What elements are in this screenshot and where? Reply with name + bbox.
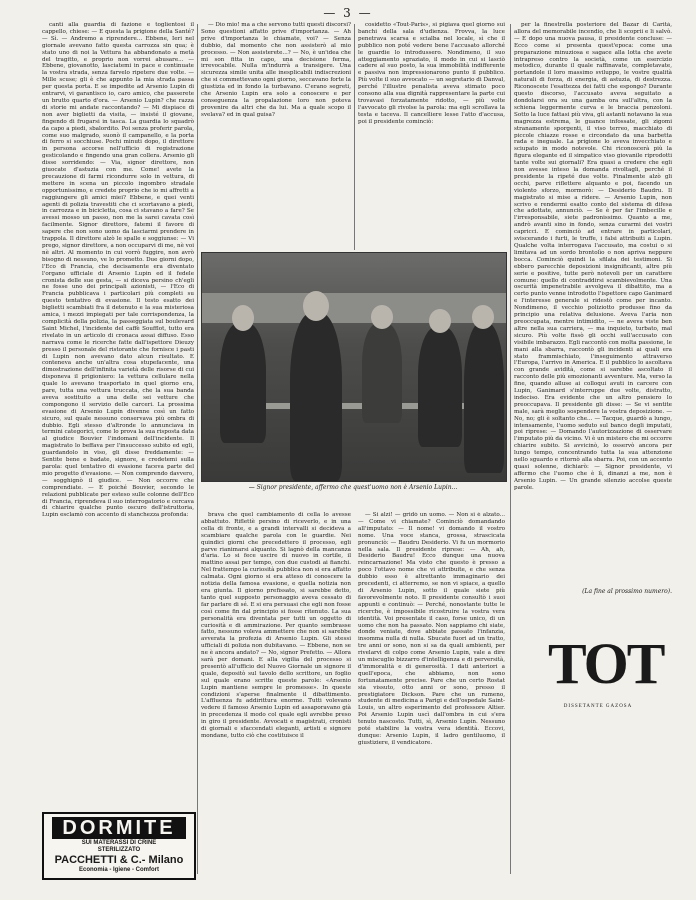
photo-figure xyxy=(464,323,504,473)
dormite-advertisement xyxy=(42,812,196,880)
photo-figure-head xyxy=(371,305,393,329)
photo-figure-head xyxy=(232,305,254,331)
article-text: canti alla guardia di fazione e toglientosi il cappello, chiese: — E questa la prigione della Santé? — Sì. — Andremo a riprendere... Ebbene, Ieri nel giornale avevano fatto questa carrozza sin qua; è stato uno di noi la Vettura ha abbandonato a metà del tragitto, e proprio non vorrei abusare... — Ebbene, giovanotto, lasciatemi in pace e continuate la vostra strada, senza farvelo ripetere due volte. — Mille scuse; gli è che appunto la mia strada passa per questa porta. E se impedite ad Arsenio Lupin di entrarvi, vi garantisco io, caro amico, che passerete un brutto quarto d'ora. — Arsenio Lupin? che razza di storie mi andate raccontando? — Mi dispiace di non aver biglietti da visita, — insisté il giovane, fingendo di frugarsi in tasca. La guardia lo squadrò da capo a piedi, sbalordito. Poi senza proferir parola, come suo malgrado, suonò il campanello, e la porta di ferro si socchiuse. Pochi minuti dopo, il direttore in persona accorse nell'ufficio di registrazione gesticolando e fingendo una gran collera. Arsenio gli disse sorridendo: — Via, signor direttore, non giuocate d'astuzia con me. Come! avete la precauzione di farmi ricondurre solo in vettura, di mettere in scena un piccolo ingombro stradale opportunissimo, e credete proprio che io mi affretti a raggiungere gli amici miei? Ebbene, e quei venti agenti di polizia travestiti che ci scortavano a piedi, in carrozza e in bicicletta, cosa ci stavano a fare? Se avessi mosso un passo, non me la sarei cavata così facilmente. Signor direttore, fatemi il favore di sapere che non sono uomo da lasciarmi prendere in trappola. Il direttore alzò le spalle e soggiunse: — Vi prego, signor direttore, a non occuparvi di me, nè voi nè altri. Al momento in cui vorrò fuggire, non avrò bisogno di nessuno, ve lo prometto. Due giorni dopo, l'Eco di Francia, che decisamente era diventato l'organo ufficiale di Arsenio Lupin ed il fedele cronista delle sue gesta, — si diceva persino ch'egli ne fosse uno dei principali azionisti, — l'Eco di Francia pubblicava i particolari più completi su questo tentativo di evasione. Il testo esatto dei biglietti scambiati fra il detenuto e la sua misteriosa amica, i mezzi impiegati per tale corrispondenza, la complicità della polizia, la passeggiata sul boulevard Saint Michel, l'incidente del caffè Soufflot, tutto era rivelato in un articolo di cronaca assai diffuso. Esso narrava come le ricerche fatte dall'ispettore Dieuzy presso il personale del ristorante che fornisce i pasti di Lupin non avevano dato alcun risultato. E conteneva anche un'altra cosa stupefacente, una dimostrazione dell'infinita varietà delle risorse di cui disponeva il prigioniero: la vettura cellulare nella quale lo avevano trasportato in quel giorno era, pare, tutta una vettura truccata, che la sua banda aveva sostituito a una delle sei vetture che compongono il servizio delle carceri. La prossima evasione di Arsenio Lupin divenne così un fatto sicuro, sul quale nessuno conservava più ombra di dubbio. Egli stesso d'altronde lo annunciava in termini categorici, come lo prova la sua risposta data al giudice Bouvier l'indomani dell'incidente. Il magistrato lo beffava per l'insuccesso subito ed egli, guardandolo in viso, gli disse freddamente: — Sentite bene e badate, signore, e credetemi sulla parola: quel tentativo di evasione faceva parte del mio progetto d'evasione. — Non comprendo davvero, — sogghignò il giudice. — Non occorre che comprendiate. — E poiché Bouvier, secondo le relazioni pubblicate per esteso sulle colonne dell'Eco di Francia, riprendeva il suo interrogatorio e cercava di chiarire qualche punto oscuro dell'istruttoria, Lupin esclamò con accento di stanchezza profonda: xyxy=(42,22,194,519)
article-text: cosidetto «Tout-Paris», si pigiava quel giorno sui banchi della sala d'udienza. Frovva, la luce penetrava scarsa e scialba nel locale, sì che il pubblico non poté vedere bene l'accusato allorché le guardie lo introdussero. Nondimeno, il suo atteggiamento sgraziato, il modo in cui si lasciò cadere al suo posto, la sua immobilità indifferente e passiva non impressionarono punto il pubblico. Più volte il suo avvocato — un segretario di Danval, perché l'illustre penalista aveva stimato poco consono alla sua dignità rappresentare la parte cui trovavasi forzatamente ridotto, — più volte l'avvocato gli rivolse la parola: ma egli scrollava la testa e taceva. Il cancelliere lesse l'atto d'accusa, poi il presidente cominciò: xyxy=(358,22,505,125)
ad-line: STERILIZZATO xyxy=(97,847,141,853)
article-column-3-lower xyxy=(358,512,505,890)
article-column-4 xyxy=(514,22,672,602)
article-column-1 xyxy=(42,22,194,807)
column-rule xyxy=(197,24,198,874)
ad-title: DORMITE xyxy=(52,817,186,839)
article-column-2-lower xyxy=(201,512,351,890)
article-text: brava che quel cambiamento di cella lo avesse abbattuto. Riflettè persino di riceverlo, e in una cella di fronte, e a grandi intervalli si decideva a scambiare qualche parola con le guardie. Nei quindici giorni che precedettero il processo, egli parve rianimarsi alquanto. Si lagnò della mancanza d'aria. Lo si fece uscire di nuovo in cortile, il mattino assai per tempo, con due custodi ai fianchi. Nel frattempo la curiosità pubblica non si era affatto calmata. Ogni giorno si era atteso di conoscere la notizia della famosa evasione, e quella notizia non era giunta. Il giorno prefissato, si sarebbe detto, tanto quel supposto personaggio aveva cessato di far parlare di sé. E si era persuasi che egli non fosse così come fin dal principio si fosse ritenuto. La sua personalità era diventata per tutti un oggetto di curiosità e di ammirazione. Per quanto sembrasse fatto, nessuno voleva ammettere che non si sarebbe avverata la profezia di Arsenio Lupin. Gli stessi ufficiali di polizia non dubitavano. — Ebbene, non se ne è ancora andato? — No, signor Prefetto. — Allora sarà per domani. E alla vigilia del processo si presentò all'ufficio del Nuovo Giornale un signore il quale, depositò sul tavolo dello scrittore, un foglio sul quale erano scritte queste parole: «Arsenio Lupin mantiene sempre le promesse». In queste condizioni s'aperse finalmente il dibattimento. L'affluenza fu addirittura enorme. Tutti volevano vedere il famoso Arsenio Lupin ed assaporavano già in precedenza il modo col quale egli avrebbe preso in giro il presidente. Avvocati e magistrati, cronisti di giornali e sfaccendati eleganti, artisti e signore mondane, tutto ciò che costituisce il xyxy=(201,512,351,739)
tot-advertisement xyxy=(548,624,664,734)
photo-figure xyxy=(290,313,342,481)
ad-line: SUI MATERASSI DI CRINE xyxy=(81,840,157,846)
photo-caption: — Signor presidente, affermo che quest'uomo non è Arsenio Lupin... xyxy=(248,484,458,491)
photo-figure-head xyxy=(429,309,451,333)
article-column-2 xyxy=(201,22,351,247)
column-rule xyxy=(354,24,355,250)
tot-subtitle: DISSETANTE GAZOSA xyxy=(563,704,633,709)
tot-logo: TOT xyxy=(548,631,664,696)
article-text: — Dio mio! ma a che servono tutti questi discorsi? Sono questioni affatto prive d'importanza. — Ah prive d'importanza le chiamate, voi? — Senza dubbio, dal momento che non assisterò al mio processo. — Non assisterete...? — No, è un'idea che mi son fitta in capo, una decisione ferma, irrevocabile. Nulla m'indurrà a transigere. Una sicurezza simile unita alle inesplicabili indiscrezioni che si commettevano ogni giorno, seccavano forte la giustizia ed in fondo la turbavano. C'erano segreti, che Arsenio Lupin era solo a conoscere e per conseguenza la propalazione loro non poteva provenire da altri che da lui. Ma a quale scopo il svelava? ed in qual guisa? xyxy=(201,22,351,118)
courtroom-photo xyxy=(201,252,507,482)
photo-figure xyxy=(220,323,266,443)
column-rule xyxy=(510,24,511,874)
article-text: — Si alzi! — gridò un uomo. — Non si è alzato... — Come vi chiamate? Cominciò domandando all'imputato: — Il nome! vi domando il vostro nome. Una voce stanca, grossa, strascicata pronunciò: — Baudru Desiderio. Vi fu un mormorio nella sala. Il presidente riprese: — Ah, ah, Desiderio Baudru! Ecco dunque una nuova reincarnazione! Ma visto che questo è presso a poco l'ottavo nome che vi attribuite, e che senza dubbio esso è altrettanto immaginario dei precedenti, ci atterremo, se non vi spiace, a quello di Arsenio Lupin, sotto il quale siete più favorevolmente noto. Il presidente consultò i suoi appunti e continuò: — Perché, nonostante tutte le ricerche, è impossibile ricostruire la vostra vera identità. Voi presentate il caso, forse unico, di un uomo che non ha passato. Non sappiamo chi siate, donde veniate, dove abbiate passato l'infanzia, insomma nulla di nulla. Sbucate fuori ad un tratto, tre anni or sono, non si sa da quali ambienti, per rivelarvi di colpo come Arsenio Lupin, vale a dire un miscuglio bizzarro d'intelligenza e di perversità, d'immoralità e di generosità. I dati anteriori a quell'epoca, che abbiamo, non sono fortunatamente precise. Pare che un certo Rostat sia vissuto, otto anni or sono, presso il prestigiatore Dickson. Pare che un rumeno, studente di medicina a Parigi e dell'ospedale Saint-Louis, un altro esperimento del professore Altier. Poi Arsenio Lupin uscì dall'ombra in cui s'era tenuto nascosto. Tutti, sì, Arsenio Lupin. Nessuno poté stabilire la vostra vera identità. Eccovi, dunque: Arsenio Lupin, il ladro gentiluomo, il giustiziere, il vendicatore. xyxy=(358,512,505,746)
article-text: per la finestrella posteriore del Bazar di Carità, allora del memorabile incendio, che li scoprii e li salvò. — E dopo una nuova pausa, il presidente concluse: — Ecco come si presenta quest'epoca: come una preparazione minuziosa e sagace alla lotta che avete intrapreso contro la società, come un esercizio metodico, durante il quale raffinavate, completavate, portandole il loro massimo sviluppo, le vostre qualità naturali di forza, di energia, di astuzia, di destrezza. Riconoscete l'esattezza dei fatti che espongo? Durante questo discorso, l'accusato aveva seguitato a dondolarsi ora su una gamba ora sull'altra, con la schiena leggermente curva e le braccia penzoloni. Sotto la luce fattasi più viva, gli astanti notavano la sua magrezza estrema, le guance infossate, gli zigomi stranamente sporgenti, il viso terreo, macchiato di piccole chiazze rosse e circondato da una barbetta rada e ineguale. La prigione lo aveva invecchiato e sciupato in modo notevole. Chi riconoscerà più la figura elegante ed il simpatico viso giovanile riprodotti tante volte sui giornali? Era quasi a credere che egli non avesse inteso la domanda rivoltagli, perché il presidente la ripeté due volte. Finalmente alzò gli occhi, parve riflettere alquanto e poi, facendo un violento sforzo, mormorò: — Desiderio Baudru. Il magistrato si mise a ridere. — Arsenio Lupin, non scrivo e rendermi esatto conto del sistema di difesa che adottate, annunciò. — Se è per far l'imbecille e l'irresponsabile, siete padronissimo. Quanto a me, andrò avanti sino in fondo, senza curarmi dei vostri capricci. E cominciò ad entrare in particolari, sviscerando i furti, le truffe, i falsi attribuiti a Lupin. Qualche volta interrogava l'accusato, ma costui o si limitava ad un sordo brontolìo o non apriva neppure bocca. Cominciò quindi la sfilata dei testimoni. Si ebbero parecchie deposizioni insignificanti, altre più serie e positive, tutte però notevoli per un carattere comune: quello di contraddirsi scambievolmente. Una oscurità impenetrabile avvolgeva il dibattito, ma a certo punto venne introdotto l'ispettore capo Ganimard e l'interesse generale si ridestò come per incanto. Nondimeno, il vecchio poliziotto produsse fino da principio una relativa delusione. Aveva l'aria non preoccupata, mentre intimidito, — ne aveva viste ben altre nella sua carriera, — ma inquieto, turbato, mal sicuro. Più volte fissò gli occhi sull'accusato con visibile imbarazzo. Egli raccontò con molta passione, le mani alla sbarra, raccontò gli incidenti ai quali era stato frammischiato, l'inseguimento attraverso l'Europa, l'arrivo in America. E il pubblico lo ascoltava con grande avidità, come si sarebbe ascoltato il racconto delle più emozionanti avventure. Ma, verso la fine, quando alluse ai colloqui avuti in carcere con Lupin, Ganimard s'interruppe due volte, distratto, indeciso. Era evidente che un altro pensiero lo preoccupava. Il presidente gli disse: — Se vi sentite male, sarà meglio sospendere la vostra deposizione. — No, no; gli è soltanto che... — Tacque, guardò a lungo, intensamente, l'uomo seduto sul banco degli imputati, poi riprese: — Domando l'autorizzazione di osservare l'imputato più da vicino. Vi è un mistero che mi occorre chiarire subito. Si avvicinò, lo osservò ancora per lungo tempo, concentrando tutta la sua attenzione nello sguardo e ritornò alla sbarra. Poi, con un accento quasi solenne, dichiarò: — Signor presidente, vi affermo che l'uomo che è lì, dinanzi a me, non è Arsenio Lupin. — Un grande silenzio accolse queste parole. xyxy=(514,22,672,491)
photo-figure-head xyxy=(472,305,494,329)
photo-figure xyxy=(418,327,462,447)
page-number: — 3 — xyxy=(323,6,373,20)
continued-note: (La fine al prossimo numero). xyxy=(582,588,672,595)
photo-figure-head xyxy=(303,291,329,321)
ad-slogan: Economia - Igiene - Comfort xyxy=(78,867,159,873)
article-column-3 xyxy=(358,22,505,247)
photo-figure xyxy=(362,323,402,423)
ad-brand: PACCHETTI & C.- Milano xyxy=(54,854,184,866)
